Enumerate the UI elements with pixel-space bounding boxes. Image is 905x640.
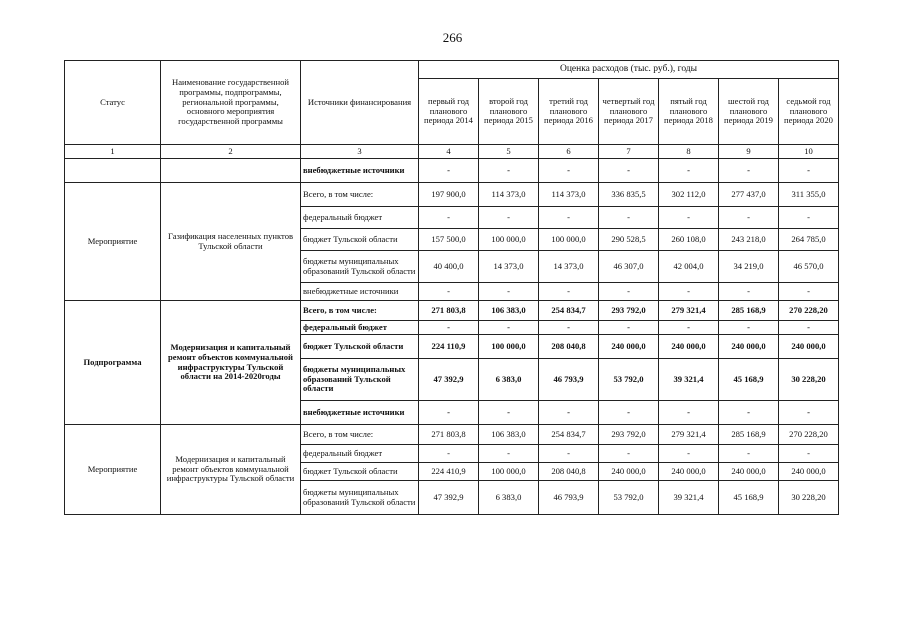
value-cell: - <box>779 159 839 183</box>
value-cell: 277 437,0 <box>719 183 779 207</box>
col-number: 1 <box>65 145 161 159</box>
value-cell: 114 373,0 <box>479 183 539 207</box>
col-number: 2 <box>161 145 301 159</box>
value-cell: 46 793,9 <box>539 359 599 401</box>
col-number: 9 <box>719 145 779 159</box>
header-name: Наименование государственной программы, подпрограммы, региональной программы, основного мероприятия государственной программы <box>161 61 301 145</box>
value-cell: 14 373,0 <box>479 251 539 283</box>
value-cell: - <box>659 159 719 183</box>
value-cell: - <box>779 283 839 301</box>
value-cell: - <box>419 159 479 183</box>
value-cell: 240 000,0 <box>659 335 719 359</box>
header-year-2014: первый год планового периода 2014 <box>419 79 479 145</box>
value-cell: 285 168,9 <box>719 301 779 321</box>
table-row <box>65 159 839 183</box>
value-cell: 240 000,0 <box>779 463 839 481</box>
value-cell: - <box>719 321 779 335</box>
value-cell: 260 108,0 <box>659 229 719 251</box>
value-cell: 6 383,0 <box>479 481 539 515</box>
header-year-2020: седьмой год планового периода 2020 <box>779 79 839 145</box>
col-number: 3 <box>301 145 419 159</box>
value-cell: 254 834,7 <box>539 425 599 445</box>
value-cell: 270 228,20 <box>779 301 839 321</box>
value-cell: - <box>599 445 659 463</box>
source-cell: федеральный бюджет <box>301 321 419 335</box>
value-cell: 42 004,0 <box>659 251 719 283</box>
status-cell <box>65 159 161 183</box>
table-row <box>65 425 839 445</box>
value-cell: 106 383,0 <box>479 301 539 321</box>
value-cell: - <box>599 283 659 301</box>
col-number: 7 <box>599 145 659 159</box>
value-cell: 106 383,0 <box>479 425 539 445</box>
name-cell: Модернизация и капитальный ремонт объектов коммунальной инфраструктуры Тульской области <box>161 425 301 515</box>
value-cell: 46 793,9 <box>539 481 599 515</box>
value-cell: 157 500,0 <box>419 229 479 251</box>
value-cell: 279 321,4 <box>659 301 719 321</box>
value-cell: 311 355,0 <box>779 183 839 207</box>
value-cell: 39 321,4 <box>659 481 719 515</box>
value-cell: 46 307,0 <box>599 251 659 283</box>
value-cell: - <box>539 159 599 183</box>
header-year-2016: третий год планового периода 2016 <box>539 79 599 145</box>
col-number: 5 <box>479 145 539 159</box>
value-cell: 240 000,0 <box>659 463 719 481</box>
name-cell: Модернизация и капитальный ремонт объектов коммунальной инфраструктуры Тульской области на 2014-2020годы <box>161 301 301 425</box>
table-row <box>65 301 839 321</box>
value-cell: 100 000,0 <box>479 463 539 481</box>
value-cell: - <box>659 321 719 335</box>
source-cell: внебюджетные источники <box>301 159 419 183</box>
value-cell: 47 392,9 <box>419 359 479 401</box>
value-cell: 208 040,8 <box>539 463 599 481</box>
value-cell: 293 792,0 <box>599 301 659 321</box>
value-cell: 240 000,0 <box>599 463 659 481</box>
source-cell: бюджет Тульской области <box>301 229 419 251</box>
value-cell: 293 792,0 <box>599 425 659 445</box>
value-cell: - <box>419 283 479 301</box>
col-number: 10 <box>779 145 839 159</box>
value-cell: 285 168,9 <box>719 425 779 445</box>
header-sources: Источники финансирования <box>301 61 419 145</box>
value-cell: 224 410,9 <box>419 463 479 481</box>
value-cell: - <box>779 401 839 425</box>
value-cell: - <box>539 445 599 463</box>
value-cell: 30 228,20 <box>779 359 839 401</box>
value-cell: 264 785,0 <box>779 229 839 251</box>
source-cell: внебюджетные источники <box>301 401 419 425</box>
status-cell: Мероприятие <box>65 183 161 301</box>
source-cell: Всего, в том числе: <box>301 183 419 207</box>
source-cell: бюджет Тульской области <box>301 463 419 481</box>
value-cell: - <box>539 283 599 301</box>
value-cell: - <box>479 283 539 301</box>
source-cell: Всего, в том числе: <box>301 301 419 321</box>
value-cell: 270 228,20 <box>779 425 839 445</box>
value-cell: - <box>479 207 539 229</box>
value-cell: - <box>539 321 599 335</box>
value-cell: - <box>719 159 779 183</box>
source-cell: внебюджетные источники <box>301 283 419 301</box>
value-cell: - <box>779 207 839 229</box>
value-cell: 47 392,9 <box>419 481 479 515</box>
value-cell: 254 834,7 <box>539 301 599 321</box>
value-cell: 114 373,0 <box>539 183 599 207</box>
value-cell: 45 168,9 <box>719 359 779 401</box>
value-cell: - <box>659 207 719 229</box>
header-year-2019: шестой год планового периода 2019 <box>719 79 779 145</box>
header-estimate: Оценка расходов (тыс. руб.), годы <box>419 61 839 79</box>
source-cell: бюджеты муниципальных образований Тульской области <box>301 481 419 515</box>
value-cell: - <box>599 401 659 425</box>
value-cell: - <box>659 283 719 301</box>
value-cell: 45 168,9 <box>719 481 779 515</box>
value-cell: 243 218,0 <box>719 229 779 251</box>
value-cell: 240 000,0 <box>719 463 779 481</box>
value-cell: - <box>719 445 779 463</box>
name-cell <box>161 159 301 183</box>
value-cell: 336 835,5 <box>599 183 659 207</box>
page-number: 266 <box>442 30 463 45</box>
value-cell: 271 803,8 <box>419 425 479 445</box>
value-cell: - <box>539 401 599 425</box>
value-cell: - <box>719 401 779 425</box>
value-cell: 208 040,8 <box>539 335 599 359</box>
header-year-2015: второй год планового периода 2015 <box>479 79 539 145</box>
header-year-2018: пятый год планового периода 2018 <box>659 79 719 145</box>
value-cell: 240 000,0 <box>779 335 839 359</box>
value-cell: - <box>719 207 779 229</box>
value-cell: 240 000,0 <box>599 335 659 359</box>
value-cell: - <box>779 445 839 463</box>
value-cell: - <box>599 159 659 183</box>
source-cell: федеральный бюджет <box>301 445 419 463</box>
value-cell: 279 321,4 <box>659 425 719 445</box>
source-cell: федеральный бюджет <box>301 207 419 229</box>
value-cell: 34 219,0 <box>719 251 779 283</box>
value-cell: - <box>419 401 479 425</box>
name-cell: Газификация населенных пунктов Тульской области <box>161 183 301 301</box>
value-cell: 6 383,0 <box>479 359 539 401</box>
budget-table <box>64 60 839 515</box>
value-cell: 30 228,20 <box>779 481 839 515</box>
value-cell: - <box>419 207 479 229</box>
col-number: 6 <box>539 145 599 159</box>
value-cell: 100 000,0 <box>479 229 539 251</box>
value-cell: 302 112,0 <box>659 183 719 207</box>
value-cell: 40 400,0 <box>419 251 479 283</box>
value-cell: 100 000,0 <box>479 335 539 359</box>
source-cell: бюджет Тульской области <box>301 335 419 359</box>
header-year-2017: четвертый год планового периода 2017 <box>599 79 659 145</box>
value-cell: 290 528,5 <box>599 229 659 251</box>
value-cell: 53 792,0 <box>599 359 659 401</box>
value-cell: - <box>719 283 779 301</box>
source-cell: бюджеты муниципальных образований Тульской области <box>301 359 419 401</box>
value-cell: 224 110,9 <box>419 335 479 359</box>
value-cell: 14 373,0 <box>539 251 599 283</box>
value-cell: 197 900,0 <box>419 183 479 207</box>
value-cell: 271 803,8 <box>419 301 479 321</box>
value-cell: 240 000,0 <box>719 335 779 359</box>
value-cell: - <box>539 207 599 229</box>
value-cell: - <box>599 207 659 229</box>
value-cell: 46 570,0 <box>779 251 839 283</box>
value-cell: - <box>599 321 659 335</box>
source-cell: бюджеты муниципальных образований Тульской области <box>301 251 419 283</box>
value-cell: - <box>659 401 719 425</box>
value-cell: - <box>779 321 839 335</box>
table-row <box>65 183 839 207</box>
value-cell: - <box>479 159 539 183</box>
value-cell: - <box>479 445 539 463</box>
value-cell: - <box>659 445 719 463</box>
value-cell: 53 792,0 <box>599 481 659 515</box>
source-cell: Всего, в том числе: <box>301 425 419 445</box>
col-number: 4 <box>419 145 479 159</box>
value-cell: 100 000,0 <box>539 229 599 251</box>
value-cell: 39 321,4 <box>659 359 719 401</box>
value-cell: - <box>479 321 539 335</box>
col-number: 8 <box>659 145 719 159</box>
value-cell: - <box>419 321 479 335</box>
header-status: Статус <box>65 61 161 145</box>
status-cell: Подпрограмма <box>65 301 161 425</box>
status-cell: Мероприятие <box>65 425 161 515</box>
value-cell: - <box>419 445 479 463</box>
value-cell: - <box>479 401 539 425</box>
